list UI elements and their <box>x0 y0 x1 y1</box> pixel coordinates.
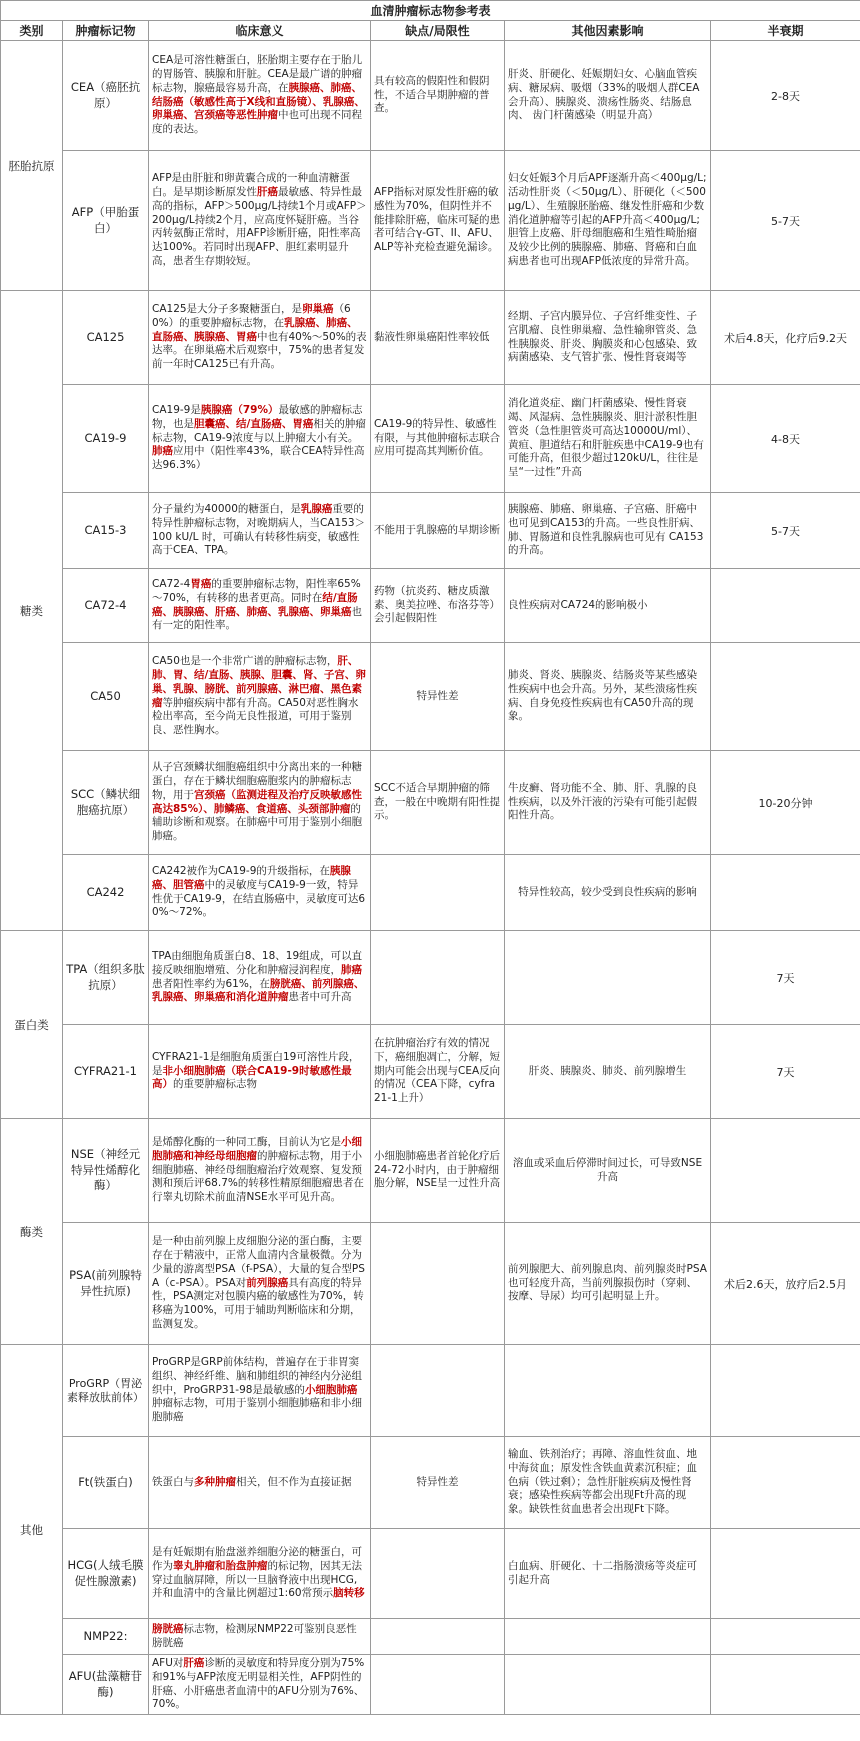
other-factors: 妇女妊娠3个月后APF逐渐升高＜400μg/L;活动性肝炎（＜50μg/L）、肝硬化（＜500μg/L）、生殖腺胚胎癌、继发性肝癌和少数消化道肿瘤等引起的AFP升高＜400μg/L;胆管上皮癌、肝母细胞癌和生殖性畸胎瘤及较少比例的胰腺癌、肺癌、肾癌和白血病患者也可出现AFP低浓度的异常升高。 <box>505 151 711 291</box>
limitation: 小细胞肺癌患者首轮化疗后24-72小时内，由于肿瘤细胞分解，NSE呈一过性升高 <box>371 1119 505 1223</box>
other-factors: 输血、铁剂治疗；再障、溶血性贫血、地中海贫血；原发性含铁血黄素沉积症；血色病（铁过剩）；急性肝脏疾病及慢性肾衰；感染性疾病等都会出现Ft升高的现象。缺铁性贫血患者会出现Ft下降。 <box>505 1437 711 1529</box>
significance-text: 中也有40%～50%的表达率。在卵巢癌术后观察中，75%的患者复发前一年时CA125已有升高。 <box>152 330 367 371</box>
significance-text: TPA由细胞角质蛋白8、18、19组成，可以直接反映细胞增殖、分化和肿瘤浸润程度， <box>152 949 363 976</box>
header-limitation: 缺点/局限性 <box>371 21 505 41</box>
highlighted-cancer-text: 前列腺癌 <box>246 1276 289 1289</box>
marker-name: NSE（神经元特异性烯醇化酶） <box>63 1119 149 1223</box>
highlighted-cancer-text: 肺癌 <box>152 445 173 458</box>
limitation <box>371 1619 505 1655</box>
highlighted-cancer-text: 胰腺癌、胆管癌 <box>152 864 351 891</box>
table-row <box>1 569 860 643</box>
marker-name: Ft(铁蛋白) <box>63 1437 149 1529</box>
highlighted-cancer-text: 肺癌 <box>341 963 362 976</box>
highlighted-cancer-text: 脑转移 <box>333 1587 365 1600</box>
significance-text: 标志物，检测尿NMP22可鉴别良恶性膀胱癌 <box>152 1622 357 1649</box>
significance-text: 相关的肿瘤标志物，CA19-9浓度与以上肿瘤大小有关。 <box>152 417 366 444</box>
limitation <box>371 1655 505 1715</box>
marker-name: AFU(盐藻糖苷酶) <box>63 1655 149 1715</box>
limitation <box>371 931 505 1025</box>
highlighted-cancer-text: 膀胱癌、前列腺癌、乳腺癌、卵巢癌和消化道肿瘤 <box>152 977 365 1004</box>
clinical-significance <box>149 1223 371 1345</box>
marker-name: TPA（组织多肽抗原） <box>63 931 149 1025</box>
other-factors: 溶血或采血后停滞时间过长，可导致NSE升高 <box>505 1119 711 1223</box>
significance-text: 等肿瘤疾病中都有升高。CA50对恶性胸水检出率高，至今尚无良性报道，可用于鉴别良、恶性胸水。 <box>152 696 359 737</box>
clinical-significance <box>149 1619 371 1655</box>
clinical-significance <box>149 931 371 1025</box>
significance-text: 应用中（阳性率43%，联合CEA特异性高达96.3%） <box>152 445 365 472</box>
half-life: 4-8天 <box>711 385 860 493</box>
marker-name: PSA(前列腺特异性抗原) <box>63 1223 149 1345</box>
significance-text: AFP是由肝脏和卵黄囊合成的一种血清糖蛋白。是早期诊断原发性 <box>152 171 351 198</box>
significance-text: 的重要肿瘤标志物，阳性率65%～70%，有转移的患者更高。同时在 <box>152 577 361 604</box>
clinical-significance <box>149 855 371 931</box>
limitation: 黏液性卵巢癌阳性率较低 <box>371 291 505 385</box>
highlighted-cancer-text: 小细胞肺癌 <box>304 1383 358 1396</box>
significance-text: 相关，但不作为直接证据 <box>236 1475 352 1488</box>
highlighted-cancer-text: 乳腺癌 <box>300 502 333 515</box>
marker-name: CEA（癌胚抗原） <box>63 41 149 151</box>
significance-text: 是有妊娠期有胎盘滋养细胞分泌的糖蛋白，可作为 <box>152 1545 362 1572</box>
half-life: 5-7天 <box>711 151 860 291</box>
half-life <box>711 569 860 643</box>
other-factors <box>505 1655 711 1715</box>
highlighted-cancer-text: 膀胱癌 <box>152 1622 184 1635</box>
table-row <box>1 931 860 1025</box>
significance-text: 是烯醇化酶的一种同工酶，目前认为它是 <box>152 1135 341 1148</box>
half-life <box>711 855 860 931</box>
significance-text: 分子量约为40000的糖蛋白，是 <box>152 502 301 515</box>
half-life: 10-20分钟 <box>711 751 860 855</box>
category-cell: 蛋白类 <box>1 931 63 1119</box>
marker-name: CA72-4 <box>63 569 149 643</box>
category-cell: 其他 <box>1 1345 63 1715</box>
table-row <box>1 1437 860 1529</box>
table-row <box>1 643 860 751</box>
half-life <box>711 643 860 751</box>
table-row <box>1 151 860 291</box>
significance-text: 铁蛋白与 <box>152 1475 194 1488</box>
other-factors: 胰腺癌、肺癌、卵巢癌、子宫癌、肝癌中也可见到CA153的升高。一些良性肝病、肺、胃肠道和良性乳腺病也可见有 CA153的升高。 <box>505 493 711 569</box>
significance-text: 的重要肿瘤标志物 <box>173 1078 257 1091</box>
highlighted-cancer-text: 多种肿瘤 <box>194 1475 236 1488</box>
limitation <box>371 855 505 931</box>
marker-name: CA19-9 <box>63 385 149 493</box>
sheet-title: 血清肿瘤标志物参考表 <box>1 1 860 21</box>
highlighted-cancer-text: 非小细胞肺癌（联合CA19-9时敏感性最高） <box>152 1064 352 1091</box>
table-row <box>1 41 860 151</box>
limitation: 药物（抗炎药、糖皮质激素、奥美拉唑、布洛芬等）会引起假阳性 <box>371 569 505 643</box>
table-row <box>1 751 860 855</box>
highlighted-cancer-text: 乳腺癌、肺癌、直肠癌、胰腺癌、胃癌 <box>152 316 358 343</box>
significance-text: 最敏感的肿瘤标志物，也是 <box>152 403 363 430</box>
clinical-significance <box>149 1119 371 1223</box>
header-other-factors: 其他因素影响 <box>505 21 711 41</box>
significance-text: 具有高度的特异性，PSA测定对包膜内癌的敏感性为70%，转移癌为100%，可用于辅助判断临床和分期，监测复发。 <box>152 1276 364 1331</box>
clinical-significance <box>149 643 371 751</box>
marker-name: CA50 <box>63 643 149 751</box>
significance-text: 诊断的灵敏度和特异度分别为75%和91%与AFP浓度无明显相关性，AFP阴性的肝癌、小肝癌患者血清中的AFU分别为76%、70%。 <box>152 1656 365 1711</box>
significance-text: CA50也是一个非常广谱的肿瘤标志物， <box>152 654 338 667</box>
table-row <box>1 1119 860 1223</box>
other-factors: 特异性较高，较少受到良性疾病的影响 <box>505 855 711 931</box>
other-factors: 肺炎、肾炎、胰腺炎、结肠炎等某些感染性疾病中也会升高。另外，某些溃疡性疾病、自身免疫性疾病也有CA50升高的现象。 <box>505 643 711 751</box>
significance-text: 中的灵敏度与CA19-9一致，特异性优于CA19-9，在结直肠癌中，灵敏度可达60%～72%。 <box>152 878 366 919</box>
table-row <box>1 385 860 493</box>
significance-text: 也有一定的阳性率。 <box>152 605 362 632</box>
significance-text: CA19-9是 <box>152 403 201 416</box>
clinical-significance <box>149 385 371 493</box>
limitation: 具有较高的假阳性和假阴性，不适合早期肿瘤的普查。 <box>371 41 505 151</box>
highlighted-cancer-text: 卵巢癌 <box>302 302 334 315</box>
half-life: 5-7天 <box>711 493 860 569</box>
significance-text: CEA是可溶性糖蛋白，胚胎期主要存在于胎儿的胃肠管、胰腺和肝脏。CEA是最广谱的肿瘤标志物，腺癌最容易升高，在 <box>152 53 363 94</box>
highlighted-cancer-text: 肝、肺、胃、结/直肠、胰腺、胆囊、肾、子宫、卵巢、乳腺、膀胱、前列腺癌、淋巴瘤、黑色素瘤 <box>152 654 366 709</box>
significance-text: CA242被作为CA19-9的升级指标，在 <box>152 864 330 877</box>
table-row <box>1 1529 860 1619</box>
significance-text: 肿瘤标志物，可用于鉴别小细胞肺癌和非小细胞肺癌 <box>152 1397 362 1424</box>
marker-name: SCC（鳞状细胞癌抗原） <box>63 751 149 855</box>
half-life: 2-8天 <box>711 41 860 151</box>
half-life <box>711 1529 860 1619</box>
significance-text: CYFRA21-1是细胞角质蛋白19可溶性片段，是 <box>152 1050 360 1077</box>
limitation: SCC不适合早期肿瘤的筛查，一般在中晚期有阳性提示。 <box>371 751 505 855</box>
clinical-significance <box>149 41 371 151</box>
clinical-significance <box>149 1655 371 1715</box>
highlighted-cancer-text: 结/直肠癌、胰腺癌、肝癌、肺癌、乳腺癌、卵巢癌 <box>152 591 358 618</box>
other-factors: 消化道炎症、幽门杆菌感染、慢性肾衰竭、风湿病、急性胰腺炎、胆汁淤积性胆管炎（急性胆管炎可高达10000U/ml）、黄疸、胆道结石和肝脏疾患中CA19-9也有可能升高，但很少超过120kU/L，往往是呈“一过性”升高 <box>505 385 711 493</box>
other-factors: 良性疾病对CA724的影响极小 <box>505 569 711 643</box>
header-row <box>1 21 860 41</box>
significance-text: AFU对 <box>152 1656 184 1669</box>
other-factors: 牛皮癣、肾功能不全、肺、肝、乳腺的良性疾病，以及外汗液的污染有可能引起假阳性升高。 <box>505 751 711 855</box>
limitation <box>371 1529 505 1619</box>
clinical-significance <box>149 291 371 385</box>
significance-text: 重要的特异性肿瘤标志物，对晚期病人，当CA153＞100 kU/L 时，可确认有转移性病变，敏感性高于CEA、TPA。 <box>152 502 366 557</box>
table-row <box>1 1655 860 1715</box>
half-life: 7天 <box>711 931 860 1025</box>
significance-text: 患者阳性率约为61%，在 <box>152 977 270 990</box>
significance-text: 的标记物，因其无法穿过血脑屏障，所以一旦脑脊液中出现HCG,并和血清中的含量比例超过1:60常预示 <box>152 1559 362 1600</box>
other-factors: 肝炎、胰腺炎、肺炎、前列腺增生 <box>505 1025 711 1119</box>
significance-text: 是一种由前列腺上皮细胞分泌的蛋白酶，主要存在于精液中，正常人血清内含量极微。分为少量的游离型PSA（f-PSA），大量的复合型PSA（c-PSA）。PSA对 <box>152 1234 365 1289</box>
limitation: 在抗肿瘤治疗有效的情况下，癌细胞凋亡，分解，短期内可能会出现与CEA反向的情况（CEA下降，cyfra21-1上升） <box>371 1025 505 1119</box>
header-category: 类别 <box>1 21 63 41</box>
table-row <box>1 1345 860 1437</box>
highlighted-cancer-text: 胰腺癌、肺癌、结肠癌（敏感性高于X线和直肠镜）、乳腺癌、卵巢癌、宫颈癌等恶性肿瘤 <box>152 81 365 122</box>
header-significance: 临床意义 <box>149 21 371 41</box>
half-life <box>711 1437 860 1529</box>
limitation <box>371 1223 505 1345</box>
marker-name: NMP22: <box>63 1619 149 1655</box>
table-row <box>1 1619 860 1655</box>
significance-text: （60%）的重要肿瘤标志物，在 <box>152 302 351 329</box>
other-factors <box>505 931 711 1025</box>
marker-name: AFP（甲胎蛋白） <box>63 151 149 291</box>
clinical-significance <box>149 151 371 291</box>
header-marker: 肿瘤标记物 <box>63 21 149 41</box>
category-cell: 酶类 <box>1 1119 63 1345</box>
highlighted-cancer-text: 胰腺癌（79%） <box>200 403 279 416</box>
marker-name: HCG(人绒毛膜促性腺激素) <box>63 1529 149 1619</box>
significance-text: ProGRP是GRP前体结构，普遍存在于非胃窦组织、神经纤维、脑和肺组织的神经内分泌组织中，ProGRP31-98是最敏感的 <box>152 1355 362 1396</box>
limitation: 不能用于乳腺癌的早期诊断 <box>371 493 505 569</box>
clinical-significance <box>149 493 371 569</box>
other-factors: 前列腺肥大、前列腺息肉、前列腺炎时PSA也可轻度升高，当前列腺损伤时（穿刺、按摩、导尿）均可引起明显上升。 <box>505 1223 711 1345</box>
significance-text: CA72-4 <box>152 577 191 590</box>
highlighted-cancer-text: 胆囊癌、结/直肠癌、胃癌 <box>194 417 314 430</box>
table-row <box>1 1025 860 1119</box>
limitation: AFP指标对原发性肝癌的敏感性为70%，但阴性并不能排除肝癌，临床可疑的患者可结合γ-GT、II、AFU、ALP等补充检查避免漏诊。 <box>371 151 505 291</box>
category-cell: 胚胎抗原 <box>1 41 63 291</box>
clinical-significance <box>149 751 371 855</box>
other-factors <box>505 1619 711 1655</box>
highlighted-cancer-text: 小细胞肺癌和神经母细胞瘤 <box>152 1135 362 1162</box>
limitation: 特异性差 <box>371 1437 505 1529</box>
marker-name: CA125 <box>63 291 149 385</box>
half-life: 术后2.6天，放疗后2.5月 <box>711 1223 860 1345</box>
table-row <box>1 291 860 385</box>
limitation: CA19-9的特异性、敏感性有限，与其他肿瘤标志联合应用可提高其判断价值。 <box>371 385 505 493</box>
significance-text: 患者中可升高 <box>288 991 352 1004</box>
marker-name: CA242 <box>63 855 149 931</box>
highlighted-cancer-text: 肝癌 <box>183 1656 205 1669</box>
other-factors: 白血病、肝硬化、十二指肠溃疡等炎症可引起升高 <box>505 1529 711 1619</box>
highlighted-cancer-text: 睾丸肿瘤和胎盘肿瘤 <box>173 1559 268 1572</box>
marker-name: ProGRP（胃泌素释放肽前体） <box>63 1345 149 1437</box>
half-life <box>711 1655 860 1715</box>
clinical-significance <box>149 1437 371 1529</box>
clinical-significance <box>149 1529 371 1619</box>
other-factors: 肝炎、肝硬化、妊娠期妇女、心脑血管疾病、糖尿病、吸烟（33%的吸烟人群CEA会升高）、胰腺炎、溃疡性肠炎、结肠息肉、 齿门杆菌感染（明显升高） <box>505 41 711 151</box>
category-cell: 糖类 <box>1 291 63 931</box>
highlighted-cancer-text: 宫颈癌（监测进程及治疗反映敏感性高达85%）、肺鳞癌、食道癌、头颈部肿瘤 <box>152 788 362 815</box>
half-life <box>711 1119 860 1223</box>
half-life: 术后4.8天，化疗后9.2天 <box>711 291 860 385</box>
other-factors: 经期、子宫内膜异位、子宫纤维变性、子宫肌瘤、良性卵巢瘤、急性输卵管炎、急性胰腺炎、肝炎、胸膜炎和心包感染、致病菌感染、支气管扩张、慢性肾衰竭等 <box>505 291 711 385</box>
limitation <box>371 1345 505 1437</box>
highlighted-cancer-text: 肝癌 <box>257 185 278 198</box>
significance-text: 最敏感、特异性最高的指标，AFP＞500μg/L持续1个月或AFP＞200μg/L持续2个月，应高度怀疑肝癌。当谷丙转氨酶正常时，用AFP诊断肝癌，阳性率高达100%。若同时出现AFP、胆红素明显升高，患者生存期较短。 <box>152 185 367 268</box>
half-life <box>711 1345 860 1437</box>
marker-name: CYFRA21-1 <box>63 1025 149 1119</box>
clinical-significance <box>149 1025 371 1119</box>
highlighted-cancer-text: 胃癌 <box>190 577 212 590</box>
marker-name: CA15-3 <box>63 493 149 569</box>
half-life: 7天 <box>711 1025 860 1119</box>
header-half-life: 半衰期 <box>711 21 860 41</box>
clinical-significance <box>149 569 371 643</box>
other-factors <box>505 1345 711 1437</box>
table-row <box>1 1223 860 1345</box>
limitation: 特异性差 <box>371 643 505 751</box>
significance-text: 的辅助诊断和观察。在肺癌中可用于鉴别小细胞肺癌。 <box>152 802 362 843</box>
table-row <box>1 855 860 931</box>
significance-text: 的肿瘤标志物，用于小细胞肺癌、神经母细胞瘤治疗效观察、复发预测和预后评68.7%的转移性精原细胞瘤患者在行睾丸切除术前血清NSE水平可见升高。 <box>152 1149 364 1204</box>
table-row <box>1 493 860 569</box>
half-life <box>711 1619 860 1655</box>
clinical-significance <box>149 1345 371 1437</box>
significance-text: 中也可出现不同程度的表达。 <box>152 109 362 136</box>
significance-text: CA125是大分子多聚糖蛋白，是 <box>152 302 303 315</box>
significance-text: 从子宫颈鳞状细胞癌组织中分离出来的一种糖蛋白，存在于鳞状细胞癌胞浆内的肿瘤标志物，用于 <box>152 760 362 801</box>
